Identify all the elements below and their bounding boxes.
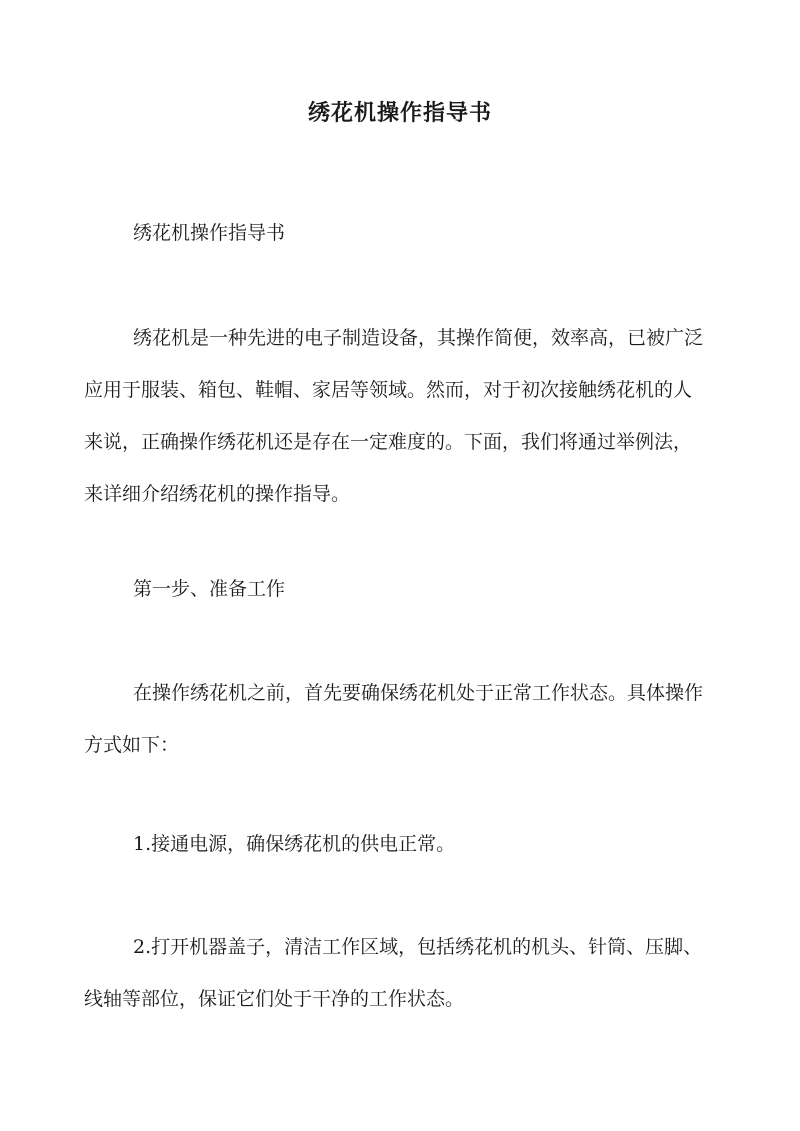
list-item-2: 2.打开机器盖子，清洁工作区域，包括绣花机的机头、针筒、压脚、线轴等部位，保证它们处于干净的工作状态。 <box>84 936 703 1010</box>
step1-heading: 第一步、准备工作 <box>133 578 286 600</box>
page-title: 绣花机操作指导书 <box>307 100 492 126</box>
intro-paragraph: 绣花机是一种先进的电子制造设备，其操作简便，效率高，已被广泛应用于服装、箱包、鞋帽、家居等领域。然而，对于初次接触绣花机的人来说，正确操作绣花机还是存在一定难度的。下面，我们将通过举例法，来详细介绍绣花机的操作指导。 <box>84 327 704 505</box>
list-item-1: 1.接通电源，确保绣花机的供电正常。 <box>133 833 456 855</box>
subtitle-paragraph: 绣花机操作指导书 <box>133 222 286 244</box>
step1-description: 在操作绣花机之前，首先要确保绣花机处于正常工作状态。具体操作方式如下： <box>84 682 704 756</box>
